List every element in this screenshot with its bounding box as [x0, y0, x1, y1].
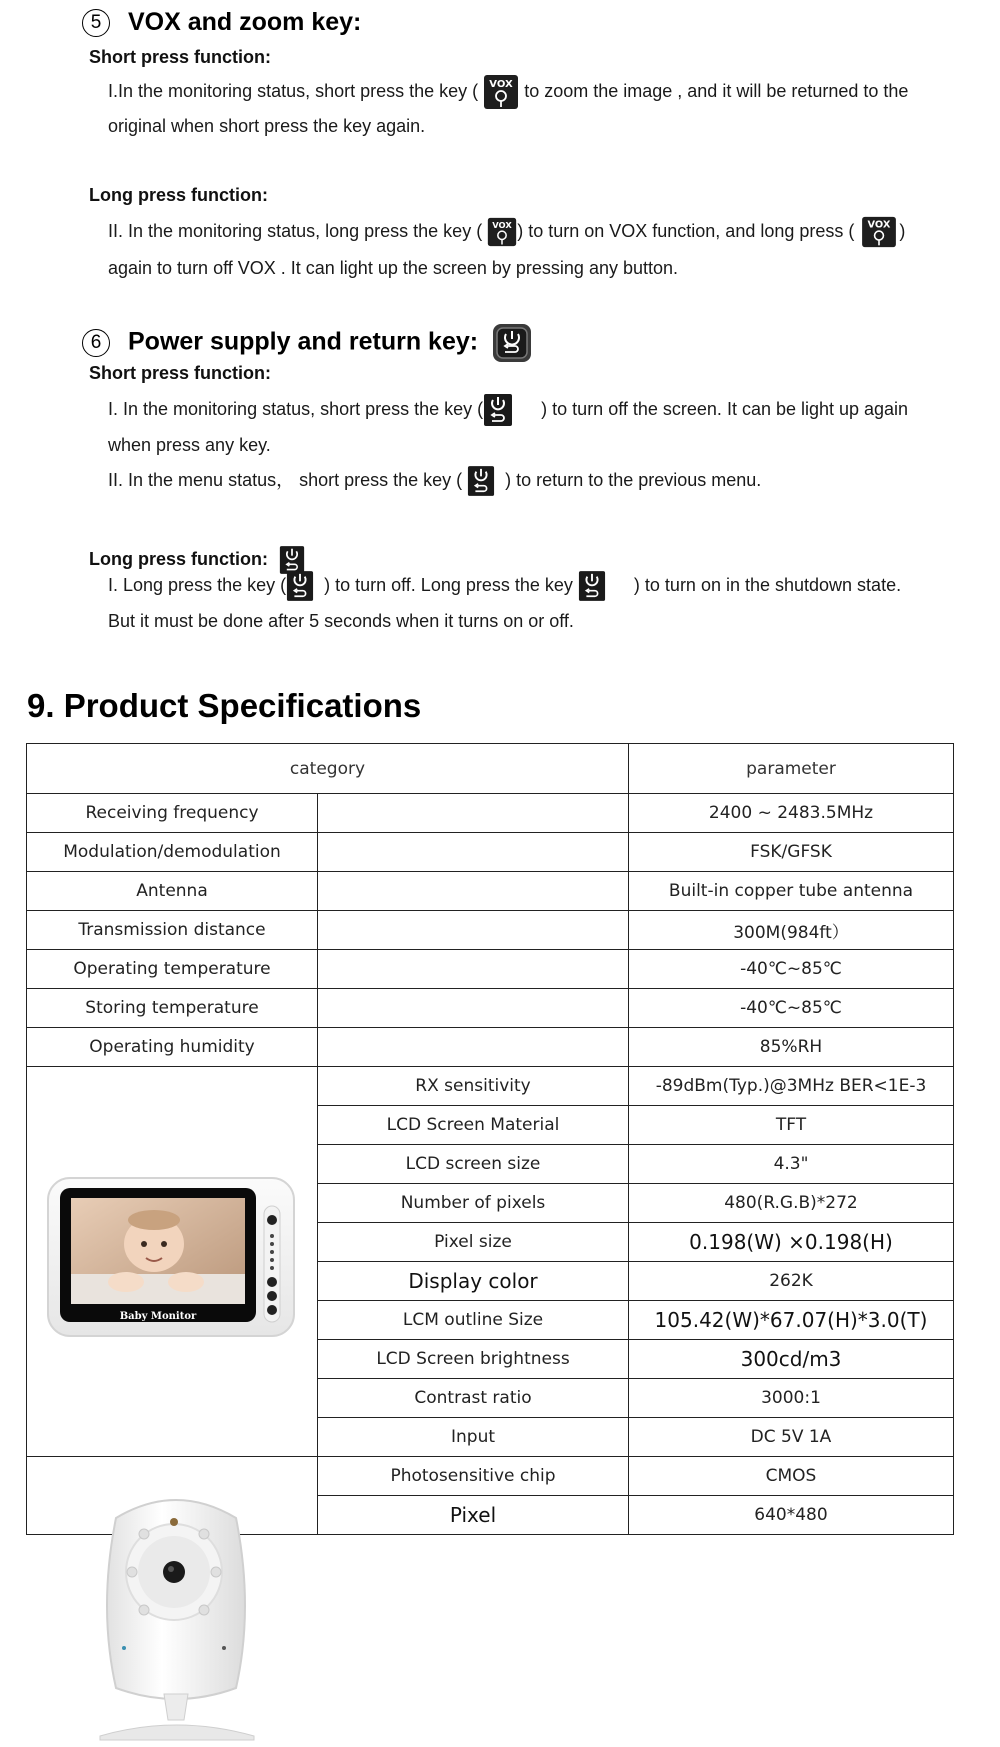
- empty-cell: [318, 950, 629, 989]
- monitor-label: Baby Monitor: [119, 1311, 197, 1322]
- spec-category: Storing temperature: [27, 989, 318, 1028]
- spec-subcategory: Display color: [318, 1262, 629, 1301]
- table-row: [27, 872, 954, 911]
- empty-cell: [318, 1028, 629, 1067]
- spec-subcategory: Photosensitive chip: [318, 1457, 629, 1496]
- power-return-key-icon: [467, 464, 495, 498]
- vox-key-icon: [483, 74, 519, 110]
- spec-category: Transmission distance: [27, 911, 318, 950]
- spec-value: 262K: [629, 1262, 954, 1301]
- spec-category: Antenna: [27, 872, 318, 911]
- specifications-heading: 9. Product Specifications: [27, 687, 422, 724]
- section-5-title: VOX and zoom key:: [128, 8, 362, 36]
- empty-cell: [318, 833, 629, 872]
- spec-value: 105.42(W)*67.07(H)*3.0(T): [629, 1301, 954, 1340]
- baby-monitor-illustration: [46, 1170, 298, 1348]
- baby-camera-illustration: [86, 1488, 266, 1743]
- spec-value: -89dBm(Typ.)@3MHz BER<1E-3: [629, 1067, 954, 1106]
- text: ) to turn on VOX function, and long press (: [517, 221, 855, 241]
- section-6-long-label: Long press function:: [89, 548, 268, 569]
- specifications-table: [26, 743, 954, 1535]
- power-return-key-icon: [578, 569, 606, 603]
- spec-value: -40℃~85℃: [629, 989, 954, 1028]
- spec-subcategory: Input: [318, 1418, 629, 1457]
- text: ) to turn on in the shutdown state.: [633, 575, 902, 595]
- spec-subcategory: LCD screen size: [318, 1145, 629, 1184]
- text: ): [899, 221, 906, 241]
- spec-value: 300M(984ft）: [629, 911, 954, 950]
- section-5-short-label: Short press function:: [89, 47, 272, 67]
- spec-subcategory: Pixel: [318, 1496, 629, 1535]
- header-category: category: [27, 744, 629, 794]
- text: II. In the monitoring status, long press the key (: [108, 221, 483, 241]
- text: ) to turn off the screen. It can be light up again: [541, 399, 909, 419]
- text: ) to return to the previous menu.: [505, 470, 762, 490]
- section-6-short-line-1: [108, 392, 908, 427]
- section-5-long-line-1: [108, 214, 905, 249]
- table-row: [27, 833, 954, 872]
- power-return-key-icon: [491, 322, 533, 364]
- spec-value: 480(R.G.B)*272: [629, 1184, 954, 1223]
- section-5-long-line-2: again to turn off VOX . It can light up the screen by pressing any button.: [108, 258, 679, 278]
- table-row: [27, 1067, 954, 1106]
- section-6-long-line-1: [108, 568, 901, 603]
- spec-value: 85%RH: [629, 1028, 954, 1067]
- spec-subcategory: Number of pixels: [318, 1184, 629, 1223]
- spec-value: CMOS: [629, 1457, 954, 1496]
- svg-text:VOX: VOX: [489, 79, 513, 91]
- section-6-heading: [82, 322, 533, 364]
- text: II. In the menu status， short press the key (: [108, 470, 463, 490]
- spec-value: 2400 ~ 2483.5MHz: [629, 794, 954, 833]
- section-6-short-line-2: when press any key.: [108, 435, 271, 455]
- spec-value: 640*480: [629, 1496, 954, 1535]
- spec-category: Modulation/demodulation: [27, 833, 318, 872]
- section-5-number: 5: [82, 9, 110, 37]
- text: I. In the monitoring status, short press the key (: [108, 399, 484, 419]
- spec-value: TFT: [629, 1106, 954, 1145]
- empty-cell: [318, 872, 629, 911]
- section-6-number: 6: [82, 329, 110, 357]
- empty-cell: [318, 794, 629, 833]
- monitor-image-cell: [27, 1067, 318, 1457]
- section-5-heading: [82, 8, 361, 37]
- table-row: [27, 950, 954, 989]
- section-6-long-line-2: But it must be done after 5 seconds when it turns on or off.: [108, 611, 574, 631]
- table-row: [27, 794, 954, 833]
- spec-subcategory: LCD Screen brightness: [318, 1340, 629, 1379]
- spec-subcategory: Contrast ratio: [318, 1379, 629, 1418]
- spec-value: 300cd/m3: [629, 1340, 954, 1379]
- table-row: [27, 1028, 954, 1067]
- power-return-key-icon: [483, 393, 513, 427]
- section-6-short-label: Short press function:: [89, 363, 272, 383]
- svg-text:VOX: VOX: [867, 219, 891, 231]
- spec-subcategory: RX sensitivity: [318, 1067, 629, 1106]
- section-5-short-line-1: [108, 74, 908, 110]
- table-header-row: [27, 744, 954, 794]
- spec-category: Receiving frequency: [27, 794, 318, 833]
- spec-value: Built-in copper tube antenna: [629, 872, 954, 911]
- section-6-title: Power supply and return key:: [128, 327, 479, 356]
- spec-subcategory: LCM outline Size: [318, 1301, 629, 1340]
- empty-cell: [318, 911, 629, 950]
- spec-category: Operating temperature: [27, 950, 318, 989]
- section-6-short-line-3: [108, 463, 761, 498]
- text: I. Long press the key (: [108, 575, 287, 595]
- vox-key-icon: [487, 216, 517, 248]
- power-return-key-icon: [286, 569, 314, 603]
- header-parameter: parameter: [629, 744, 954, 794]
- spec-subcategory: LCD Screen Material: [318, 1106, 629, 1145]
- spec-value: -40℃~85℃: [629, 950, 954, 989]
- vox-key-icon: [859, 216, 899, 248]
- svg-text:VOX: VOX: [492, 220, 512, 231]
- text: I.In the monitoring status, short press the key (: [108, 81, 479, 101]
- text: to zoom the image , and it will be returned to the: [524, 81, 909, 101]
- section-5-long-label: Long press function:: [89, 185, 268, 205]
- spec-value: DC 5V 1A: [629, 1418, 954, 1457]
- text: ) to turn off. Long press the key: [324, 575, 573, 595]
- spec-value: 0.198(W) ×0.198(H): [629, 1223, 954, 1262]
- empty-cell: [318, 989, 629, 1028]
- spec-subcategory: Pixel size: [318, 1223, 629, 1262]
- table-row: [27, 911, 954, 950]
- table-row: [27, 989, 954, 1028]
- spec-category: Operating humidity: [27, 1028, 318, 1067]
- spec-value: 3000:1: [629, 1379, 954, 1418]
- spec-value: 4.3": [629, 1145, 954, 1184]
- section-5-short-line-2: original when short press the key again.: [108, 116, 426, 136]
- spec-value: FSK/GFSK: [629, 833, 954, 872]
